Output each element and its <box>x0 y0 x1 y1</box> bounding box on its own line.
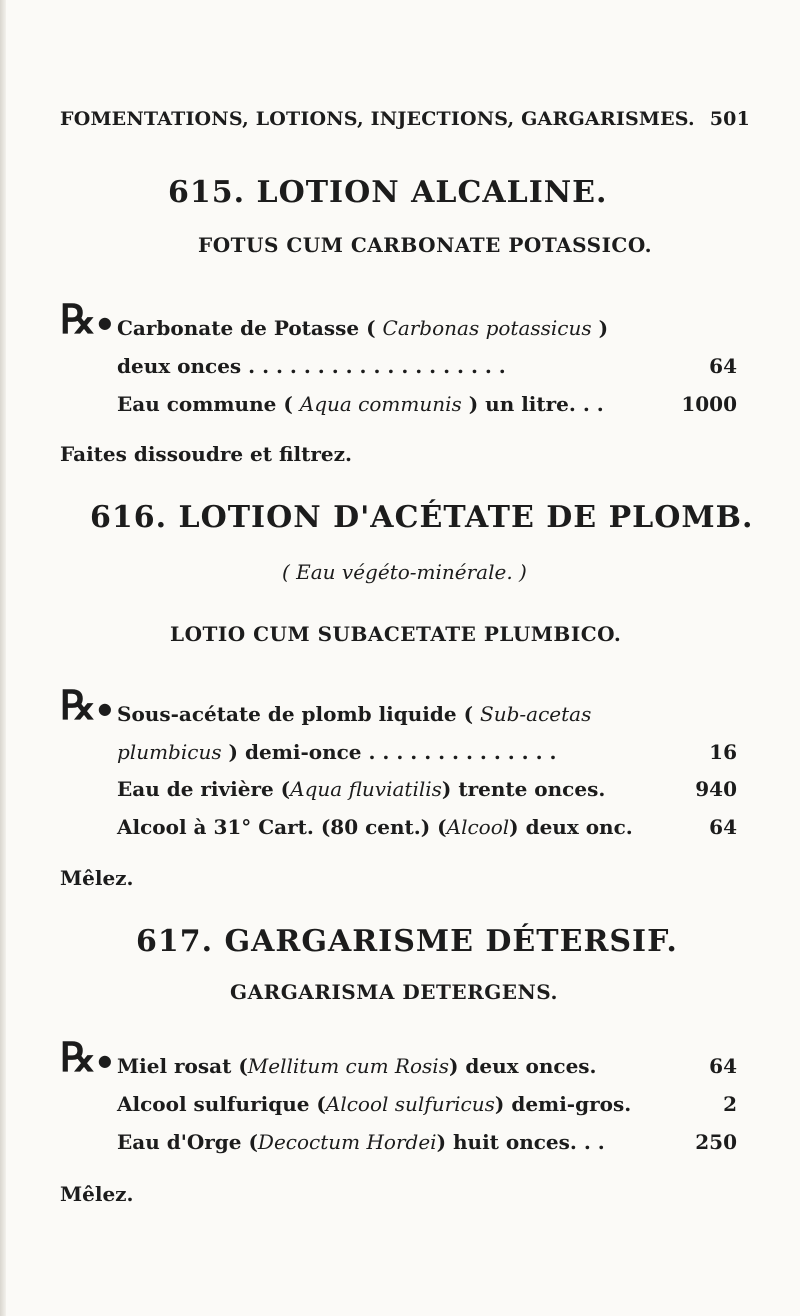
recipe-615-line-2: deux onces . . . . . . . . . . . . . . . . . . . 64 <box>117 354 737 378</box>
quantity-value: 250 <box>695 1130 737 1154</box>
recipe-615-title: 615. LOTION ALCALINE. <box>168 175 608 210</box>
recipe-616-line-3: Eau de rivière (Aqua fluviatilis) trente onces. 940 <box>117 777 737 801</box>
recipe-615-latin-title: FOTUS CUM CARBONATE POTASSICO. <box>198 233 653 257</box>
recipe-615-rx-symbol: ℞ ● <box>60 296 112 343</box>
recipe-616-line-2: plumbicus ) demi-once . . . . . . . . . . . . . . 16 <box>117 740 737 764</box>
quantity-value: 64 <box>709 815 737 839</box>
recipe-617-rx-symbol: ℞ ● <box>60 1034 112 1081</box>
recipe-616-instruction: Mêlez. <box>60 866 134 890</box>
quantity-value: 64 <box>709 354 737 378</box>
quantity-value: 16 <box>709 740 737 764</box>
recipe-616-alt-name: ( Eau végéto-minérale. ) <box>282 560 527 584</box>
quantity-value: 64 <box>709 1054 737 1078</box>
page-number: 501 <box>709 108 750 130</box>
quantity-value: 940 <box>695 777 737 801</box>
recipe-617-title: 617. GARGARISME DÉTERSIF. <box>136 924 678 959</box>
recipe-617-instruction: Mêlez. <box>60 1182 134 1206</box>
recipe-616-title: 616. LOTION D'ACÉTATE DE PLOMB. <box>90 500 754 535</box>
quantity-value: 1000 <box>681 392 737 416</box>
page-edge-shadow <box>0 0 6 1316</box>
recipe-615-line-3: Eau commune ( Aqua communis ) un litre. . . 1000 <box>117 392 737 416</box>
recipe-617-line-1: Miel rosat (Mellitum cum Rosis) deux onces. 64 <box>117 1054 737 1078</box>
recipe-615-instruction: Faites dissoudre et filtrez. <box>60 442 352 466</box>
recipe-617-latin-title: GARGARISMA DETERGENS. <box>230 980 558 1004</box>
running-title: FOMENTATIONS, LOTIONS, INJECTIONS, GARGARISMES. <box>60 108 695 130</box>
recipe-615-line-1: Carbonate de Potasse ( Carbonas potassicus ) <box>117 316 609 340</box>
recipe-616-line-4: Alcool à 31° Cart. (80 cent.) (Alcool) deux onc. 64 <box>117 815 737 839</box>
recipe-617-line-3: Eau d'Orge (Decoctum Hordei) huit onces. . . 250 <box>117 1130 737 1154</box>
recipe-616-rx-symbol: ℞ ● <box>60 682 112 729</box>
quantity-value: 2 <box>723 1092 737 1116</box>
recipe-616-line-1: Sous-acétate de plomb liquide ( Sub-acetas <box>117 702 592 726</box>
recipe-617-line-2: Alcool sulfurique (Alcool sulfuricus) demi-gros. 2 <box>117 1092 737 1116</box>
recipe-616-latin-title: LOTIO CUM SUBACETATE PLUMBICO. <box>170 622 622 646</box>
running-head <box>60 108 750 130</box>
